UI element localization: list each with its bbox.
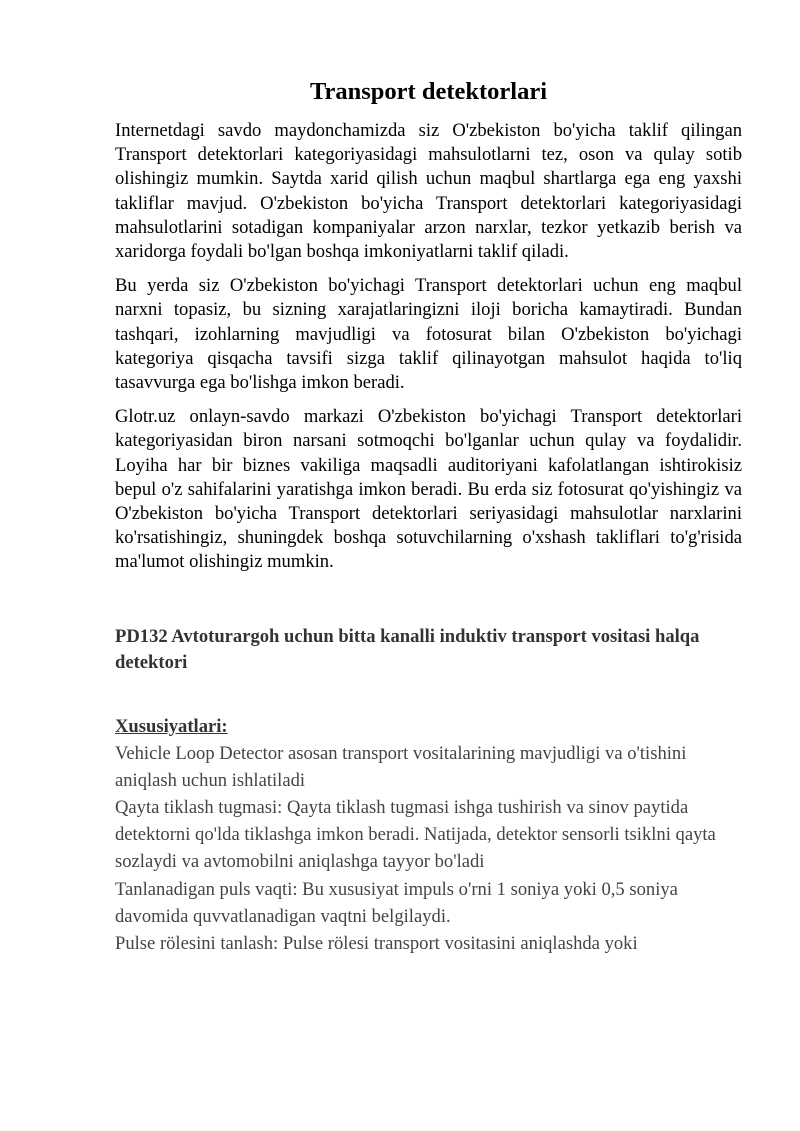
document-title: Transport detektorlari [309,78,548,105]
feature-item-4: Pulse rölesini tanlash: Pulse rölesi transport vositasini aniqlashda yoki [115,933,638,955]
document-page [115,76,742,957]
intro-section [115,119,742,575]
feature-item-1: Vehicle Loop Detector asosan transport vositalarining mavjudligi va o'tishini aniqlash uchun ishlatiladi [115,742,687,791]
features-list [115,740,742,958]
feature-item-3: Tanlanadigan puls vaqti: Bu xususiyat impuls o'rni 1 soniya yoki 0,5 soniya davomida quvvatlanadigan vaqtni belgilaydi. [115,878,678,927]
features-heading: Xususiyatlari: [115,715,228,737]
feature-item-2: Qayta tiklash tugmasi: Qayta tiklash tugmasi ishga tushirish va sinov paytida detektorni qo'lda tiklashga imkon beradi. Natijada, detektor sensorli tsiklni qayta sozlaydi va avtomobilni aniqlashga tayyor bo'ladi [115,797,716,873]
product-title: PD132 Avtoturargoh uchun bitta kanalli induktiv transport vositasi halqa detektori [115,625,700,673]
intro-paragraph-2: Bu yerda siz O'zbekiston bo'yichagi Transport detektorlari uchun eng maqbul narxni topasiz, bu sizning xarajatlaringizni iloji boricha kamaytiradi. Bundan tashqari, izohlarning mavjudligi va fotosurat bilan O'zbekiston bo'yichagi kategoriya qisqacha tavsifi sizga taklif qilinayotgan mahsulot haqida to'liq tasavvurga ega bo'lishga imkon beradi. [115,275,742,394]
intro-paragraph-1: Internetdagi savdo maydonchamizda siz O'zbekiston bo'yicha taklif qilingan Transport detektorlari kategoriyasidagi mahsulotlarni tez, oson va qulay sotib olishingiz mumkin. Saytda xarid qilish uchun maqbul shartlarga ega eng yaxshi takliflar mavjud. O'zbekiston bo'yicha Transport detektorlari kategoriyasidagi mahsulotlarini sotadigan kompaniyalar arzon narxlar, tezkor yetkazib berish va xaridorga foydali bo'lgan boshqa imkoniyatlarni taklif qiladi. [115,120,742,263]
intro-paragraph-3: Glotr.uz onlayn-savdo markazi O'zbekiston bo'yichagi Transport detektorlari kategoriyasidan biron narsani sotmoqchi bo'lganlar uchun qulay va foydalidir. Loyiha har bir biznes vakiliga maqsadli auditoriyani kafolatlangan ishtirokisiz bepul o'z sahifalarini yaratishga imkon beradi. Bu erda siz fotosurat qo'yishingiz va O'zbekiston bo'yicha Transport detektorlari seriyasidagi mahsulotlar narxlarini ko'rsatishingiz, shuningdek boshqa sotuvchilarning o'xshash takliflari to'g'risida ma'lumot olishingiz mumkin. [115,406,742,573]
